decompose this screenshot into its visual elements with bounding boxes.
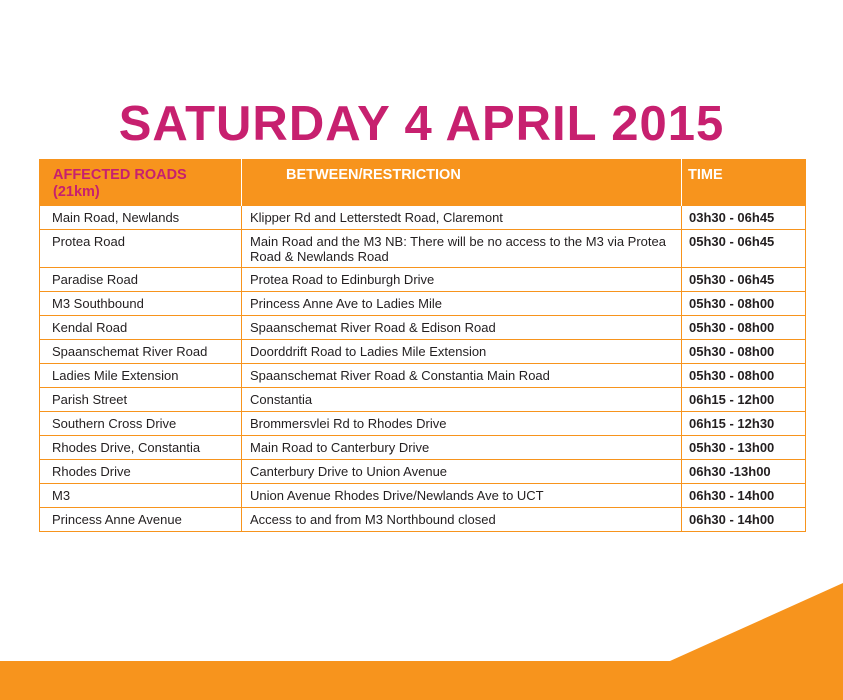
time-cell: 06h30 - 14h00 [682,508,806,532]
road-cell: M3 Southbound [40,292,242,316]
time-cell: 06h15 - 12h30 [682,412,806,436]
restriction-cell: Union Avenue Rhodes Drive/Newlands Ave to UCT [242,484,682,508]
header-between-restriction: BETWEEN/RESTRICTION [242,160,682,206]
road-cell: Parish Street [40,388,242,412]
header-time: TIME [682,160,806,206]
road-cell: Paradise Road [40,268,242,292]
time-cell: 06h15 - 12h00 [682,388,806,412]
road-cell: Ladies Mile Extension [40,364,242,388]
restriction-cell: Canterbury Drive to Union Avenue [242,460,682,484]
time-cell: 05h30 - 08h00 [682,316,806,340]
restriction-cell: Spaanschemat River Road & Edison Road [242,316,682,340]
restriction-cell: Main Road and the M3 NB: There will be no access to the M3 via Protea Road & Newlands Road [242,230,682,268]
header-affected-roads-label: AFFECTED ROADS [53,167,187,183]
time-cell: 06h30 - 14h00 [682,484,806,508]
restriction-cell: Access to and from M3 Northbound closed [242,508,682,532]
restriction-cell: Spaanschemat River Road & Constantia Main Road [242,364,682,388]
time-cell: 05h30 - 13h00 [682,436,806,460]
time-cell: 05h30 - 06h45 [682,268,806,292]
time-cell: 05h30 - 08h00 [682,364,806,388]
restriction-cell: Protea Road to Edinburgh Drive [242,268,682,292]
road-cell: Princess Anne Avenue [40,508,242,532]
restriction-cell: Doorddrift Road to Ladies Mile Extension [242,340,682,364]
page-title: SATURDAY 4 APRIL 2015 [118,97,725,151]
restriction-cell: Main Road to Canterbury Drive [242,436,682,460]
restriction-cell: Princess Anne Ave to Ladies Mile [242,292,682,316]
time-cell: 05h30 - 08h00 [682,340,806,364]
road-cell: Kendal Road [40,316,242,340]
road-cell: Protea Road [40,230,242,268]
restriction-cell: Brommersvlei Rd to Rhodes Drive [242,412,682,436]
road-cell: Rhodes Drive, Constantia [40,436,242,460]
road-cell: M3 [40,484,242,508]
restriction-cell: Constantia [242,388,682,412]
time-cell: 05h30 - 08h00 [682,292,806,316]
road-cell: Southern Cross Drive [40,412,242,436]
time-cell: 06h30 -13h00 [682,460,806,484]
time-cell: 05h30 - 06h45 [682,230,806,268]
restriction-cell: Klipper Rd and Letterstedt Road, Claremont [242,206,682,230]
road-cell: Rhodes Drive [40,460,242,484]
road-cell: Spaanschemat River Road [40,340,242,364]
road-cell: Main Road, Newlands [40,206,242,230]
header-affected-roads-distance: (21km) [53,184,100,200]
time-cell: 03h30 - 06h45 [682,206,806,230]
orange-band-shape [0,583,843,700]
